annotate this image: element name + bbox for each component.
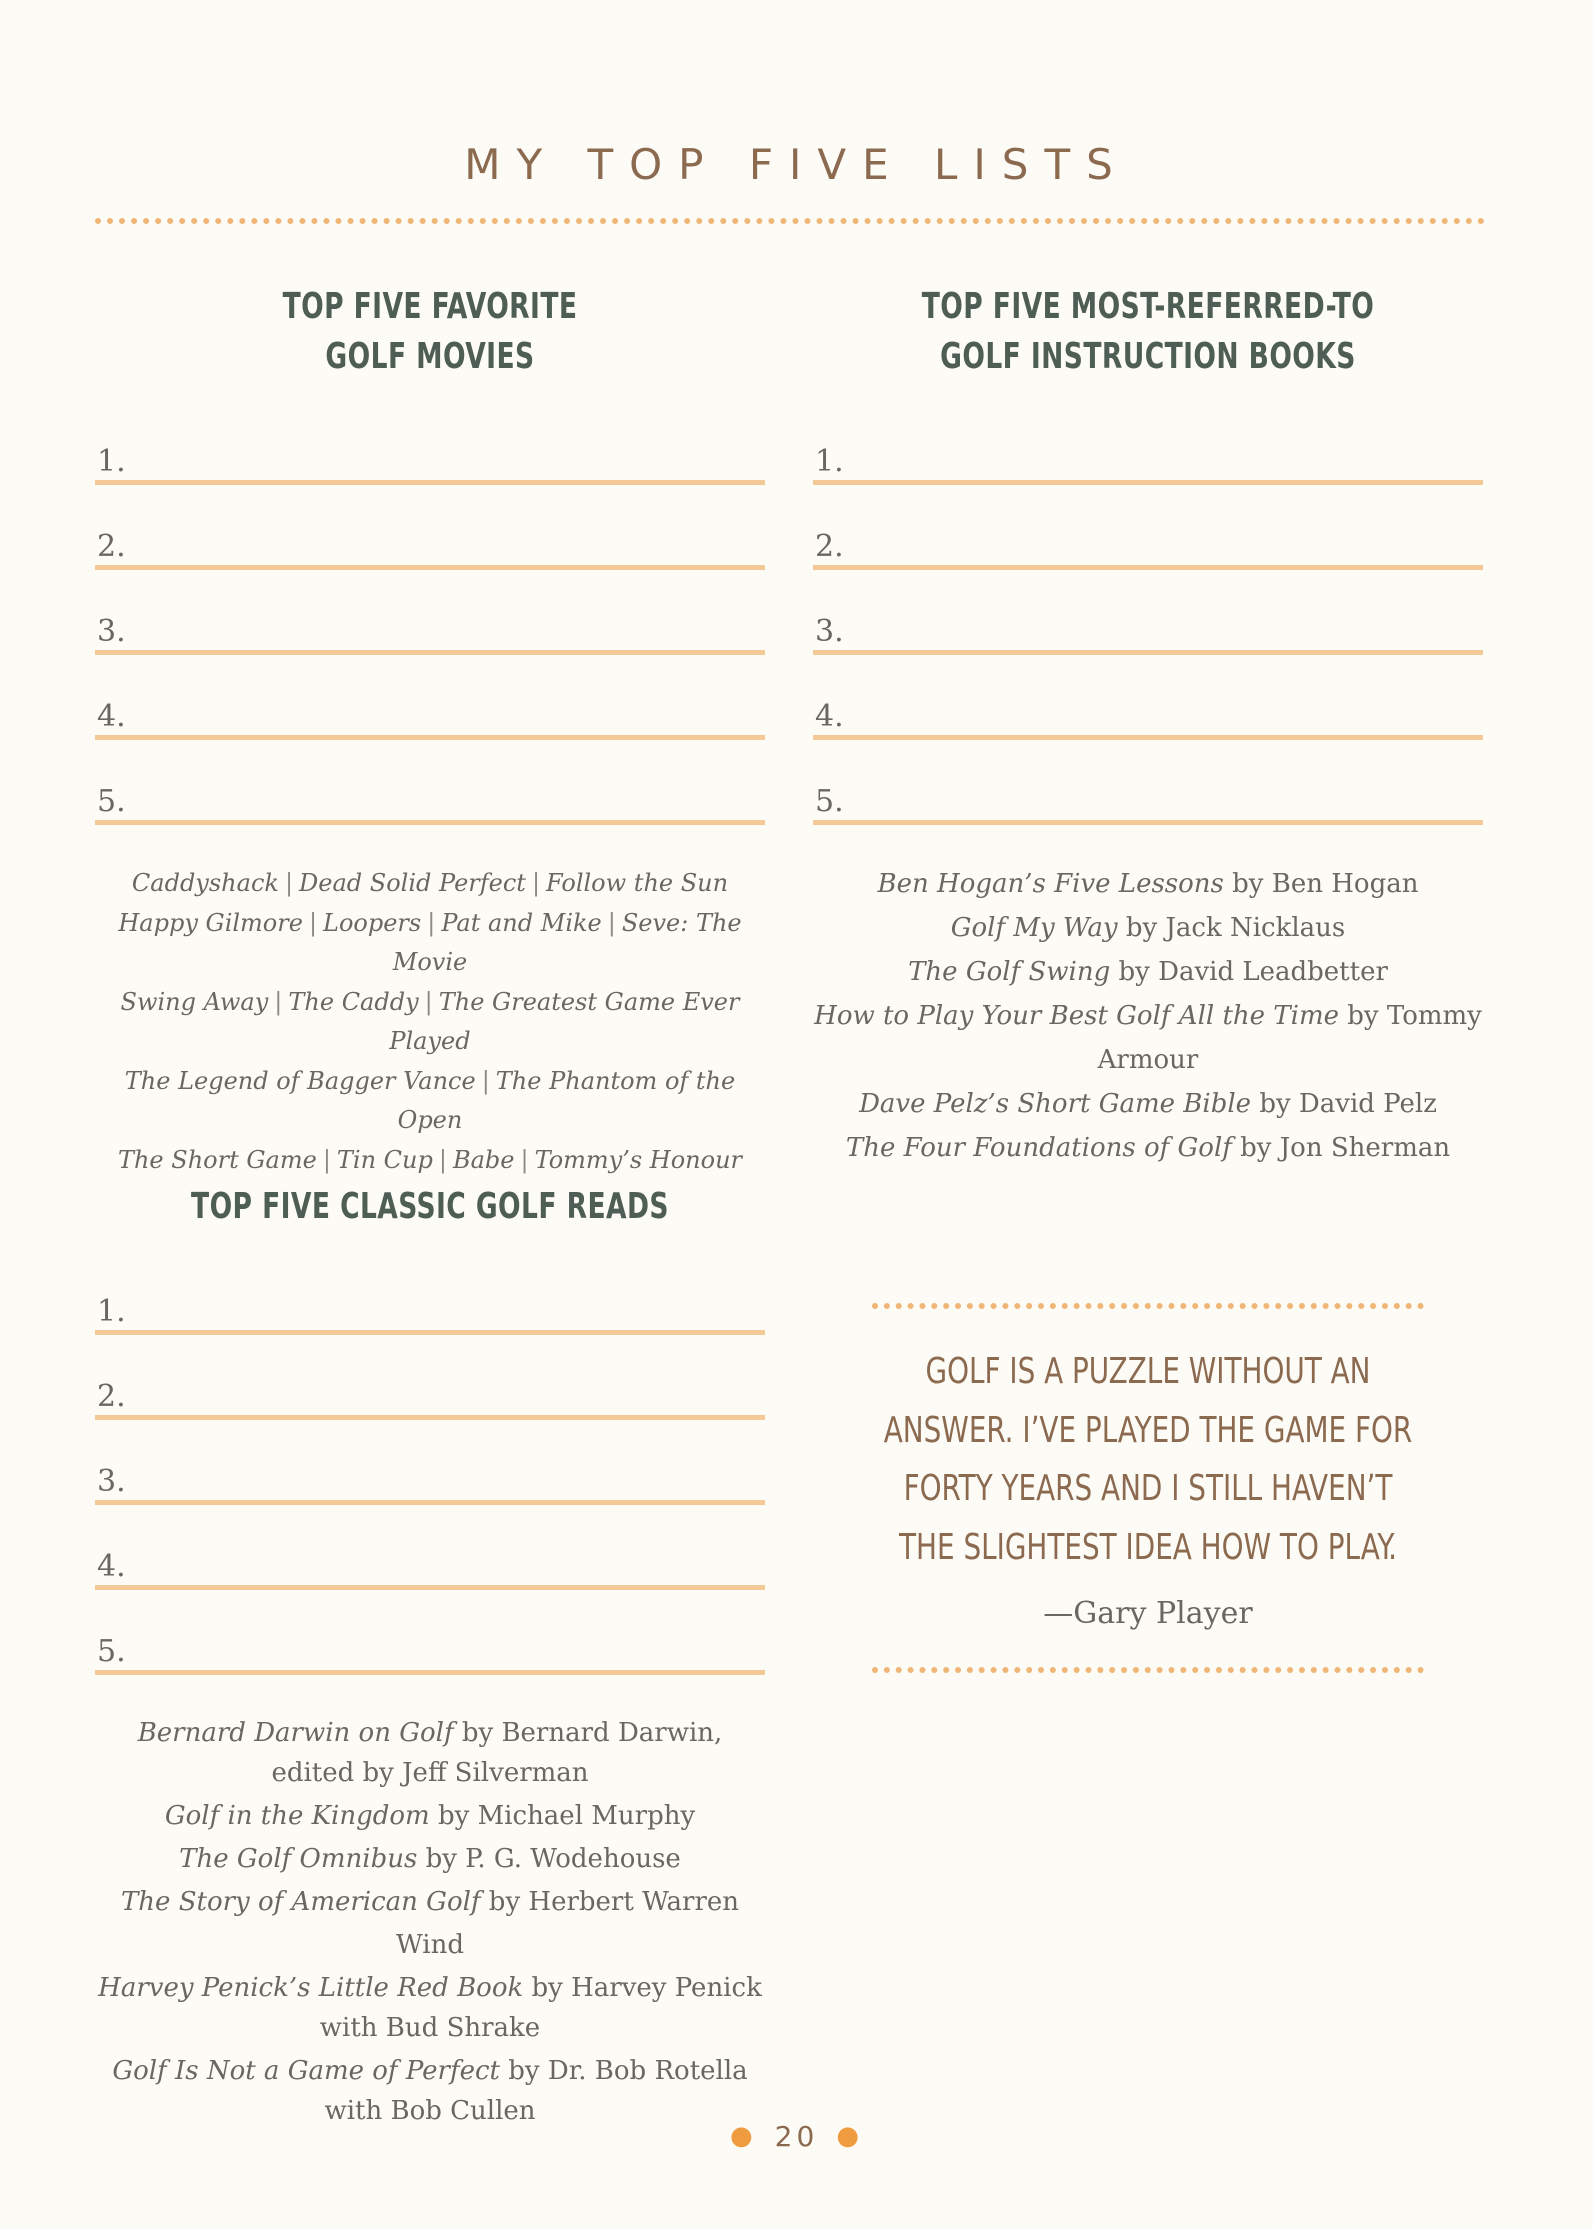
bullet-icon: ● [729, 2121, 757, 2151]
book-title: The Four Foundations of Golf [845, 1133, 1232, 1163]
quote-attribution: —Gary Player [1043, 1596, 1253, 1631]
book-author: by Dr. Bob Rotella [499, 2056, 748, 2086]
entry-line [95, 655, 765, 740]
movie-title: Loopers [323, 908, 422, 937]
quote-top-divider [872, 1303, 1424, 1309]
entry-number: 2. [97, 1379, 126, 1414]
entry-number: 3. [815, 614, 844, 649]
entry-number: 4. [815, 699, 844, 734]
page-number: 20 [774, 2120, 819, 2153]
title-divider [95, 218, 1485, 224]
movie-title: The Legend of Bagger Vance [124, 1066, 476, 1095]
suggestion-row [95, 904, 765, 983]
book-suggestion [95, 1795, 765, 1838]
write-in-rule[interactable] [95, 820, 765, 825]
movies-suggestions [95, 864, 765, 1180]
separator: | [481, 1066, 490, 1095]
book-suggestion [95, 1712, 765, 1755]
book-title: The Golf Swing [908, 957, 1111, 987]
entry-number: 3. [97, 614, 126, 649]
entry-number: 4. [97, 1549, 126, 1584]
movies-heading [155, 282, 704, 382]
suggestion-row [95, 1141, 765, 1181]
movie-title: Swing Away [120, 987, 269, 1016]
quote-line: GOLF IS A PUZZLE WITHOUT AN [925, 1351, 1371, 1392]
page-title: MY TOP FIVE LISTS [464, 140, 1129, 189]
entry-number: 2. [815, 529, 844, 564]
book-title: The Story of American Golf [120, 1887, 481, 1917]
separator: | [438, 1145, 447, 1174]
separator: | [427, 908, 436, 937]
classic-reads-heading [155, 1182, 704, 1232]
entry-line [813, 485, 1483, 570]
movie-title: The Caddy [288, 987, 419, 1016]
book-title: Ben Hogan’s Five Lessons [877, 869, 1224, 899]
page-footer [0, 2120, 1593, 2153]
entry-line [813, 570, 1483, 655]
instruction-books-heading-line1: TOP FIVE MOST-REFERRED-TO [921, 286, 1375, 327]
entry-line [813, 740, 1483, 825]
bullet-icon: ● [836, 2121, 863, 2151]
book-author: by Harvey Penick [523, 1973, 762, 2003]
movie-title: The Short Game [117, 1145, 317, 1174]
book-author-continued: edited by Jeff Silverman [271, 1758, 589, 1788]
write-in-rule[interactable] [95, 1670, 765, 1675]
quote-line: THE SLIGHTEST IDEA HOW TO PLAY. [899, 1526, 1397, 1568]
entry-line [95, 1420, 765, 1505]
instruction-books-heading [873, 282, 1422, 382]
movie-title: Seve: The Movie [392, 908, 742, 976]
book-title: The Golf Omnibus [179, 1844, 418, 1874]
entry-number: 5. [97, 784, 126, 819]
book-suggestion [795, 906, 1501, 950]
write-in-rule[interactable] [813, 820, 1483, 825]
entry-line [95, 1250, 765, 1335]
movie-title: Caddyshack [131, 869, 279, 897]
separator: | [531, 869, 541, 897]
entry-number: 5. [97, 1634, 126, 1669]
entry-line [95, 740, 765, 825]
separator: | [274, 987, 283, 1016]
book-author: by David Leadbetter [1110, 957, 1388, 987]
book-author: by Bernard Darwin, [453, 1718, 723, 1748]
classic-reads-entry-lines [95, 1250, 765, 1675]
book-author-continued: with Bob Cullen [324, 2096, 536, 2126]
book-title: Dave Pelz’s Short Game Bible [859, 1089, 1252, 1119]
suggestion-row [95, 864, 765, 904]
movies-heading-line2: GOLF MOVIES [325, 336, 535, 377]
book-suggestion [795, 950, 1501, 994]
movie-title: Babe [452, 1145, 515, 1174]
book-author: by Ben Hogan [1223, 869, 1419, 899]
book-title: Bernard Darwin on Golf [137, 1718, 454, 1748]
separator: | [284, 869, 294, 897]
quote-text [875, 1343, 1422, 1577]
movies-entry-lines [95, 400, 765, 825]
book-title: Harvey Penick’s Little Red Book [98, 1973, 524, 2003]
book-suggestion [795, 1082, 1501, 1126]
book-suggestion [795, 994, 1501, 1082]
book-suggestion [95, 1881, 765, 1967]
entry-number: 1. [97, 1294, 126, 1329]
book-title: How to Play Your Best Golf All the Time [814, 1001, 1340, 1031]
entry-line [95, 1335, 765, 1420]
book-suggestion [95, 2050, 765, 2093]
classic-reads-suggestions [95, 1712, 765, 2133]
suggestion-row [95, 1062, 765, 1141]
entry-line [95, 570, 765, 655]
separator: | [308, 908, 318, 937]
entry-line [95, 485, 765, 570]
movie-title: The Greatest Game Ever Played [389, 987, 740, 1055]
entry-line [95, 1505, 765, 1590]
entry-line [813, 655, 1483, 740]
classic-reads-heading-text: TOP FIVE CLASSIC GOLF READS [191, 1186, 669, 1227]
book-title: Golf in the Kingdom [164, 1801, 430, 1831]
movie-title: Follow the Sun [546, 869, 729, 897]
book-author: by David Pelz [1251, 1089, 1437, 1119]
separator: | [520, 1145, 529, 1174]
entry-line [813, 400, 1483, 485]
separator: | [322, 1145, 331, 1174]
movie-title: Tin Cup [336, 1145, 433, 1174]
entry-line [95, 1590, 765, 1675]
quote-line: FORTY YEARS AND I STILL HAVEN’T [903, 1468, 1393, 1509]
separator: | [607, 908, 616, 937]
book-author: by Jack Nicklaus [1117, 913, 1346, 943]
book-suggestion [95, 1838, 765, 1881]
instruction-books-entry-lines [813, 400, 1483, 825]
entry-number: 1. [815, 444, 844, 479]
entry-number: 2. [97, 529, 126, 564]
suggestion-row [95, 983, 765, 1062]
movie-title: Dead Solid Perfect [299, 869, 526, 897]
book-suggestion [795, 862, 1501, 906]
book-title: Golf Is Not a Game of Perfect [112, 2056, 500, 2086]
book-author: by P. G. Wodehouse [417, 1844, 681, 1874]
entry-number: 4. [97, 699, 126, 734]
instruction-books-heading-line2: GOLF INSTRUCTION BOOKS [940, 336, 1356, 377]
entry-number: 1. [97, 444, 126, 479]
movie-title: Happy Gilmore [118, 908, 303, 937]
separator: | [424, 987, 433, 1016]
quote-line: ANSWER. I’VE PLAYED THE GAME FOR [883, 1409, 1413, 1451]
book-author: by Herbert Warren Wind [396, 1887, 740, 1960]
book-author: by Tommy Armour [1097, 1001, 1482, 1075]
entry-line [95, 400, 765, 485]
instruction-books-suggestions [795, 862, 1501, 1170]
book-title: Golf My Way [950, 913, 1118, 943]
movie-title: Pat and Mike [441, 908, 602, 937]
movie-title: The Phantom of the Open [397, 1066, 736, 1134]
entry-number: 5. [815, 784, 844, 819]
quote-bottom-divider [872, 1667, 1424, 1673]
book-suggestion [795, 1126, 1501, 1170]
book-author: by Michael Murphy [429, 1801, 696, 1831]
book-author: by Jon Sherman [1231, 1133, 1451, 1163]
movies-heading-line1: TOP FIVE FAVORITE [282, 286, 578, 327]
entry-number: 3. [97, 1464, 126, 1499]
book-suggestion [95, 1967, 765, 2010]
movie-title: Tommy’s Honour [534, 1145, 743, 1174]
book-author-continued: with Bud Shrake [319, 2013, 541, 2043]
